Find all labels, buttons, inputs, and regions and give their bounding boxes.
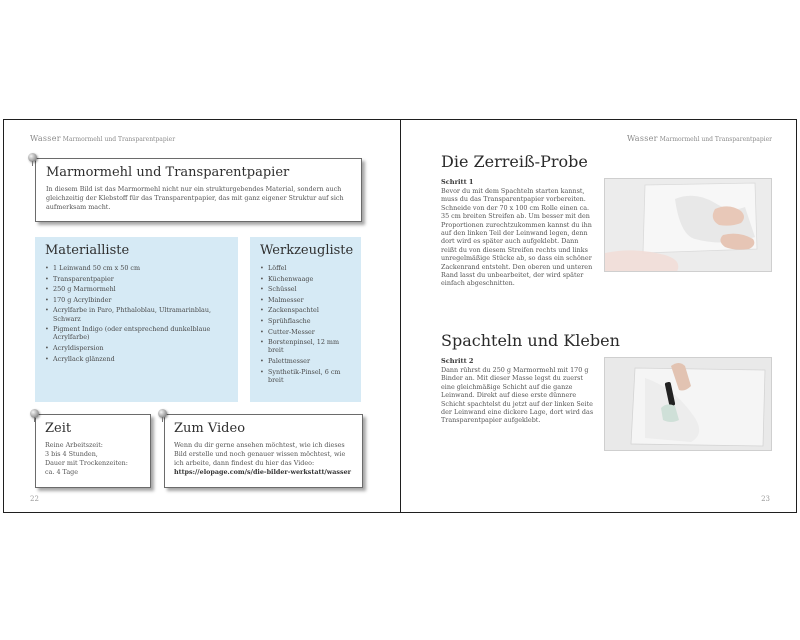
left-page <box>4 120 400 512</box>
video-card <box>164 414 363 488</box>
intro-card <box>35 158 362 222</box>
step-2-label: Schritt 2 <box>441 357 474 365</box>
time-line: 3 bis 4 Stunden, <box>45 450 98 458</box>
time-line: Dauer mit Trockenzeiten: <box>45 459 128 467</box>
material-item: • Acryldispersion <box>45 344 228 352</box>
material-item: • 250 g Marmormehl <box>45 285 228 293</box>
photo-spreading-paste <box>604 357 772 451</box>
material-item: • 1 Leinwand 50 cm x 50 cm <box>45 264 228 272</box>
pushpin-icon <box>158 409 167 418</box>
pushpin-icon <box>30 409 39 418</box>
materials-panel <box>35 237 238 402</box>
video-title: Zum Video <box>174 421 246 436</box>
step-1 <box>441 178 594 288</box>
left-page-number: 22 <box>30 495 39 503</box>
tool-item: • Löffel <box>260 264 351 272</box>
section-title-spachteln-und-kleben: Spachteln und Kleben <box>441 331 620 350</box>
tool-item: • Palettmesser <box>260 357 351 365</box>
book-spread <box>3 119 797 513</box>
tool-item: • Zackenspachtel <box>260 306 351 314</box>
intro-text: In diesem Bild ist das Marmormehl nicht nur ein strukturgebendes Material, sondern auch gleichzeitig der Klebstoff für das Transparentpapier, das mit ganz eigener Struktur auf sich aufmerksam macht. <box>46 185 344 211</box>
photo-spreading-paste-illustration <box>605 358 772 451</box>
material-item: • Acrylfarbe in Paro, Phthaloblau, Ultramarinblau, Schwarz <box>45 306 228 322</box>
tool-item: • Malmesser <box>260 296 351 304</box>
time-card <box>35 414 151 488</box>
photo-tearing-paper <box>604 178 772 272</box>
time-line: ca. 4 Tage <box>45 468 78 476</box>
step-1-text: Bevor du mit dem Spachteln starten kannst, muss du das Transparentpapier vorbereiten. Schneide von der 70 x 100 cm Rolle einen ca. 35 cm breiten Streifen ab. Um besser mit den Proportionen zurechtzukommen kannst du ihn auf den linken Teil der Leinwand legen, denn dort wird es später auch aufgeklebt. Dann reißt du von diesem Streifen rechts und links unregelmäßige Stücke ab, so dass ein schöner Zackenrand entsteht. Den oberen und unteren Rand lasst du unbearbeitet, der wird später einfach abgeschnitten. <box>441 187 593 288</box>
section-title-zerreiss-probe: Die Zerreiß-Probe <box>441 152 588 171</box>
left-header-subtitle: Marmormehl und Transparentpapier <box>62 136 176 143</box>
right-running-header <box>627 134 772 143</box>
material-item: • Acryllack glänzend <box>45 355 228 363</box>
material-item: • Pigment Indigo (oder entsprechend dunkelblaue Acrylfarbe) <box>45 325 228 341</box>
materials-list <box>45 264 228 363</box>
left-header-title: Wasser <box>30 134 61 143</box>
time-title: Zeit <box>45 421 72 436</box>
tools-list <box>260 264 351 384</box>
time-line: Reine Arbeitszeit: <box>45 441 103 449</box>
materials-title: Materialliste <box>45 243 130 258</box>
right-header-subtitle: Marmormehl und Transparentpapier <box>659 136 772 143</box>
right-page <box>401 120 796 512</box>
tools-panel <box>250 237 361 402</box>
tool-item: • Schüssel <box>260 285 351 293</box>
tool-item: • Borstenpinsel, 12 mm breit <box>260 338 351 354</box>
tool-item: • Cutter-Messer <box>260 328 351 336</box>
material-item: • Transparentpapier <box>45 275 228 283</box>
tool-item: • Küchenwaage <box>260 275 351 283</box>
material-item: • 170 g Acrylbinder <box>45 296 228 304</box>
tool-item: • Synthetik-Pinsel, 6 cm breit <box>260 368 351 384</box>
intro-title: Marmormehl und Transparentpapier <box>46 165 290 180</box>
tools-title: Werkzeugliste <box>260 243 354 258</box>
video-link[interactable]: https://elopage.com/s/die-bilder-werkstatt/wasser <box>174 468 352 476</box>
tool-item: • Sprühflasche <box>260 317 351 325</box>
left-running-header <box>30 134 175 143</box>
video-text <box>174 441 353 477</box>
photo-tearing-paper-illustration <box>605 179 772 272</box>
step-2-text: Dann rührst du 250 g Marmormehl mit 170 g Binder an. Mit dieser Masse legst du zuerst eine gleichmäßige Schicht auf die ganze Leinwand. Direkt auf diese erste dünnere Schicht spachtelst du jetzt auf der linken Seite der Leinwand eine dickere Lage, dort wird das Transparentpapier aufgeklebt. <box>441 366 594 425</box>
pushpin-icon <box>28 153 37 162</box>
video-description: Wenn du dir gerne ansehen möchtest, wie ich dieses Bild erstelle und noch genauer wissen möchtest, wie ich arbeite, dann findest du hier das Video: <box>174 441 346 467</box>
right-page-number: 23 <box>761 495 770 503</box>
step-1-label: Schritt 1 <box>441 178 474 186</box>
step-2 <box>441 357 594 425</box>
right-header-title: Wasser <box>626 134 658 143</box>
